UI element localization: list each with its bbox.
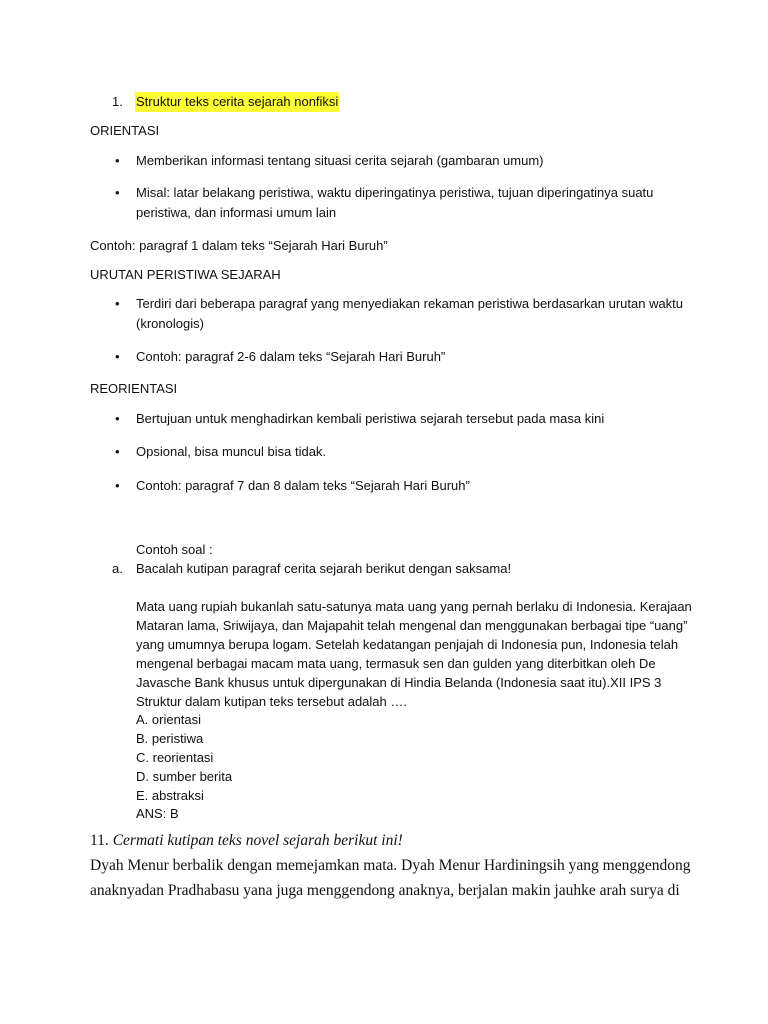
reorientasi-bullet-3: Contoh: paragraf 7 dan 8 dalam teks “Sejarah Hari Buruh” [136, 478, 470, 493]
option-e: E. abstraksi [136, 788, 204, 803]
orientasi-bullet-1: Memberikan informasi tentang situasi cerita sejarah (gambaran umum) [136, 153, 544, 168]
urutan-bullet-1-cont: (kronologis) [136, 316, 204, 331]
passage-line: yang umumnya berupa logam. Setelah kedatangan penjajah di Indonesia pun, Indonesia telah [136, 637, 679, 652]
reorientasi-bullet-1: Bertujuan untuk menghadirkan kembali peristiwa sejarah tersebut pada masa kini [136, 411, 605, 426]
soal-title: Contoh soal : [136, 542, 213, 557]
urutan-label: URUTAN PERISTIWA SEJARAH [90, 267, 281, 282]
question-11-line: Dyah Menur berbalik dengan memejamkan mata. Dyah Menur Hardiningsih yang menggendong [90, 857, 691, 874]
bullet-icon: • [115, 296, 120, 311]
reorientasi-bullet-2: Opsional, bisa muncul bisa tidak. [136, 444, 327, 459]
orientasi-bullet-2-cont: peristiwa, dan informasi umum lain [136, 205, 337, 220]
orientasi-label: ORIENTASI [90, 123, 160, 138]
bullet-icon: • [115, 478, 120, 493]
passage-line: Javasche Bank khusus untuk dipergunakan di Hindia Belanda (Indonesia saat itu).XII IPS 3 [136, 675, 662, 690]
answer: ANS: B [136, 806, 179, 821]
soal-item-letter: a. [112, 561, 123, 576]
bullet-icon: • [115, 153, 120, 168]
question-11-prompt: Cermati kutipan teks novel sejarah berikut ini! [112, 832, 403, 849]
passage-line: mengenal berbagai macam mata uang, termasuk sen dan gulden yang diterbitkan oleh De [136, 656, 656, 671]
bullet-icon: • [115, 349, 120, 364]
option-c: C. reorientasi [136, 750, 214, 765]
passage-line: Mata uang rupiah bukanlah satu-satunya mata uang yang pernah berlaku di Indonesia. Kerajaan [136, 599, 692, 614]
soal-instruction: Bacalah kutipan paragraf cerita sejarah berikut dengan saksama! [136, 561, 512, 576]
option-d: D. sumber berita [136, 769, 233, 784]
orientasi-bullet-2: Misal: latar belakang peristiwa, waktu diperingatinya peristiwa, tujuan diperingatinya suatu [136, 185, 654, 200]
urutan-bullet-1: Terdiri dari beberapa paragraf yang menyediakan rekaman peristiwa berdasarkan urutan waktu [136, 296, 684, 311]
heading-title: Struktur teks cerita sejarah nonfiksi [135, 92, 339, 112]
orientasi-example: Contoh: paragraf 1 dalam teks “Sejarah Hari Buruh” [90, 238, 388, 253]
question-11-header [90, 830, 403, 852]
urutan-bullet-2: Contoh: paragraf 2-6 dalam teks “Sejarah Hari Buruh” [136, 349, 446, 364]
reorientasi-label: REORIENTASI [90, 381, 178, 396]
bullet-icon: • [115, 411, 120, 426]
passage-line: Mataran lama, Sriwijaya, dan Majapahit telah mengenal dan menggunakan berbagai tipe “uang” [136, 618, 688, 633]
question-11-number: 11. [90, 832, 109, 849]
bullet-icon: • [115, 185, 120, 200]
bullet-icon: • [115, 444, 120, 459]
option-b: B. peristiwa [136, 731, 204, 746]
question-11-line: anaknyadan Pradhabasu yana juga menggendong anaknya, berjalan makin jauhke arah surya di [90, 882, 680, 899]
passage-line: Struktur dalam kutipan teks tersebut adalah …. [136, 694, 407, 709]
option-a: A. orientasi [136, 712, 202, 727]
heading-number: 1. [112, 94, 123, 109]
